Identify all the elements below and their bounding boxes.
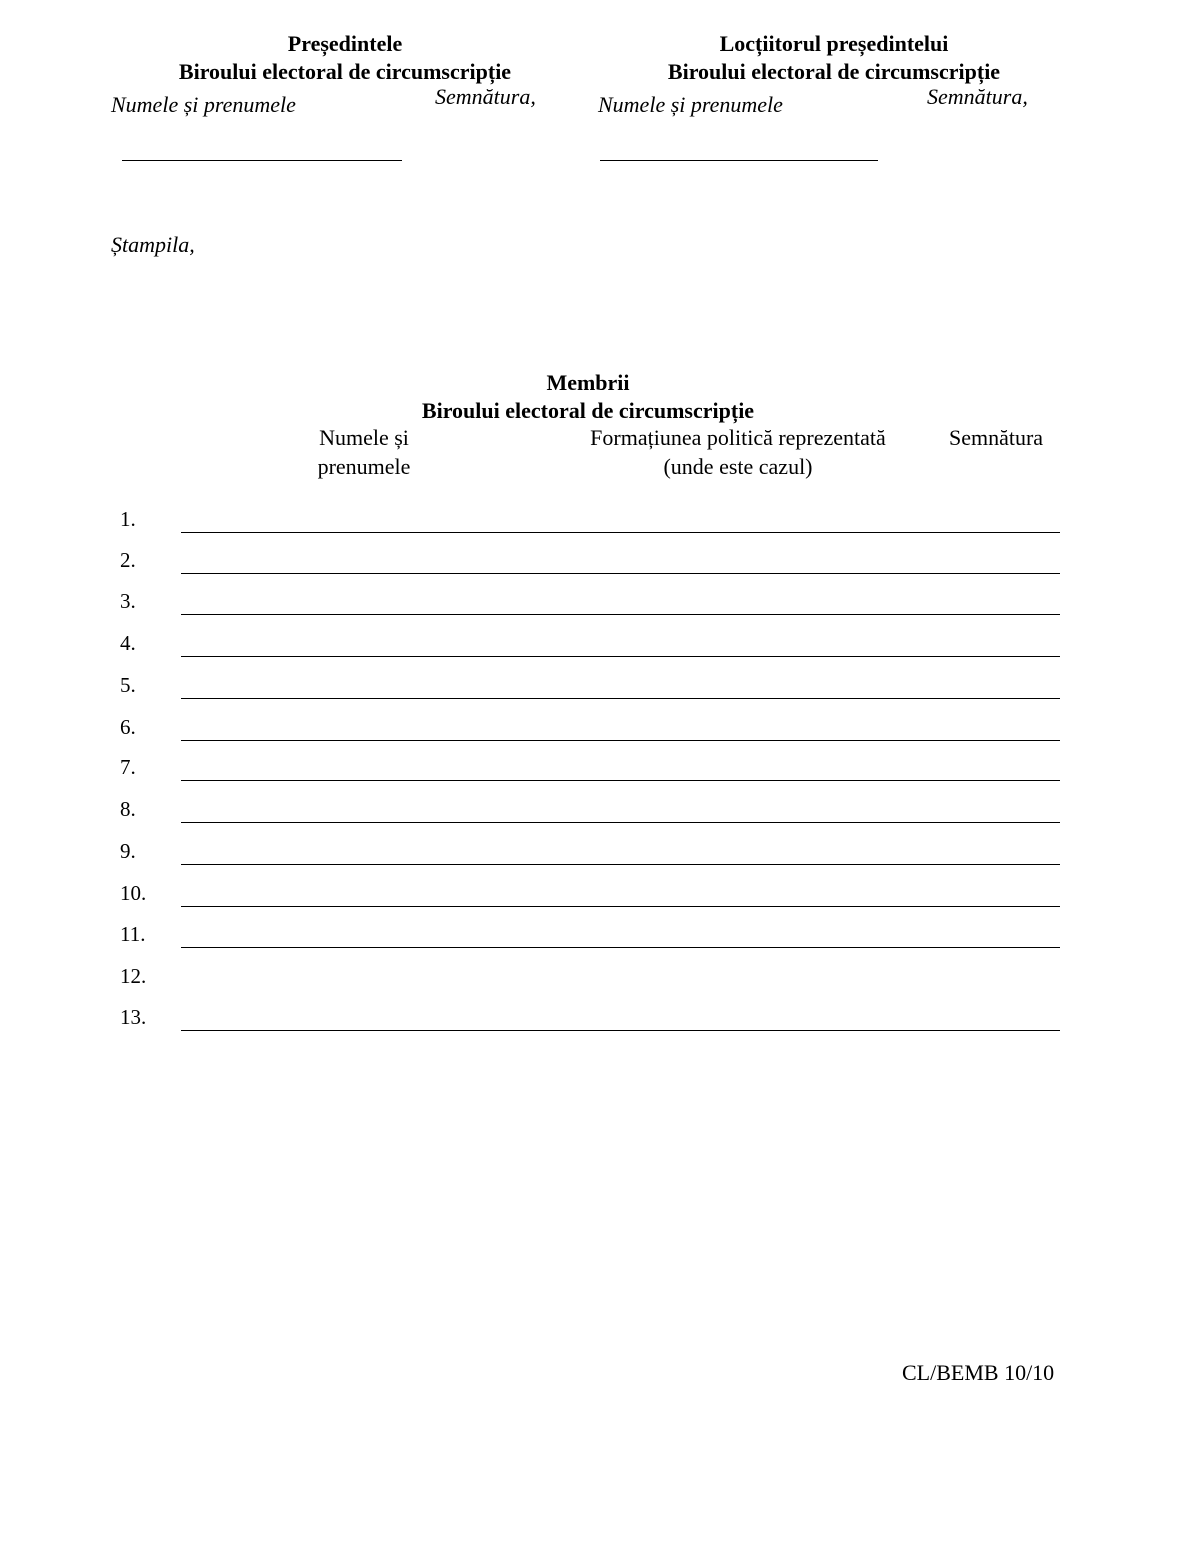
member-row bbox=[120, 867, 1060, 907]
president-signature-label: Semnătura, bbox=[435, 84, 536, 109]
member-row-number: 7. bbox=[120, 755, 136, 779]
member-row-line bbox=[181, 532, 1060, 533]
members-title bbox=[388, 369, 788, 425]
column-header-name-line2: prenumele bbox=[317, 454, 411, 479]
column-header-name bbox=[294, 423, 434, 481]
stamp-label: Ștampila, bbox=[111, 232, 195, 257]
member-row-number: 13. bbox=[120, 1005, 147, 1029]
member-row-number: 8. bbox=[120, 797, 136, 821]
member-row-line bbox=[181, 1030, 1060, 1031]
members-title-line2: Biroului electoral de circumscripție bbox=[421, 398, 755, 423]
president-title-line2: Biroului electoral de circumscripție bbox=[178, 59, 512, 84]
member-row-line bbox=[181, 864, 1060, 865]
deputy-title bbox=[648, 30, 1020, 86]
column-header-name-line1: Numele și bbox=[319, 425, 409, 450]
member-row-number: 1. bbox=[120, 507, 136, 531]
deputy-name-line bbox=[600, 160, 878, 161]
deputy-signature-label: Semnătura, bbox=[927, 84, 1028, 109]
member-row-number: 3. bbox=[120, 589, 136, 613]
deputy-name-label: Numele și prenumele bbox=[598, 92, 783, 117]
member-row-line bbox=[181, 989, 1060, 990]
deputy-title-line1: Locțiitorul președintelui bbox=[719, 31, 949, 56]
column-header-party-line1: Formațiunea politică reprezentată bbox=[590, 425, 886, 450]
member-row bbox=[120, 617, 1060, 657]
column-header-party bbox=[568, 423, 908, 481]
member-row bbox=[120, 908, 1060, 948]
member-row bbox=[120, 825, 1060, 865]
member-row-line bbox=[181, 614, 1060, 615]
member-row-line bbox=[181, 906, 1060, 907]
deputy-title-line2: Biroului electoral de circumscripție bbox=[667, 59, 1001, 84]
column-header-party-line2: (unde este cazul) bbox=[663, 454, 813, 479]
member-row-number: 12. bbox=[120, 964, 147, 988]
member-row-line bbox=[181, 698, 1060, 699]
member-row bbox=[120, 575, 1060, 615]
member-row bbox=[120, 783, 1060, 823]
member-row-line bbox=[181, 780, 1060, 781]
member-row-number: 11. bbox=[120, 922, 146, 946]
member-row bbox=[120, 741, 1060, 781]
member-row-line bbox=[181, 656, 1060, 657]
member-row bbox=[120, 950, 1060, 990]
member-row-number: 9. bbox=[120, 839, 136, 863]
member-row-number: 2. bbox=[120, 548, 136, 572]
president-title bbox=[165, 30, 525, 86]
member-row bbox=[120, 701, 1060, 741]
member-row bbox=[120, 534, 1060, 574]
member-row-line bbox=[181, 947, 1060, 948]
member-row bbox=[120, 493, 1060, 533]
president-name-label: Numele și prenumele bbox=[111, 92, 296, 117]
member-row-number: 5. bbox=[120, 673, 136, 697]
member-row-number: 6. bbox=[120, 715, 136, 739]
president-name-line bbox=[122, 160, 402, 161]
member-row-line bbox=[181, 573, 1060, 574]
member-row-number: 10. bbox=[120, 881, 147, 905]
column-header-signature: Semnătura bbox=[948, 425, 1044, 450]
member-row bbox=[120, 991, 1060, 1031]
footer-code: CL/BEMB 10/10 bbox=[902, 1360, 1055, 1385]
members-title-line1: Membrii bbox=[546, 370, 630, 395]
president-title-line1: Președintele bbox=[287, 31, 403, 56]
member-row-line bbox=[181, 822, 1060, 823]
member-row bbox=[120, 659, 1060, 699]
member-row-number: 4. bbox=[120, 631, 136, 655]
